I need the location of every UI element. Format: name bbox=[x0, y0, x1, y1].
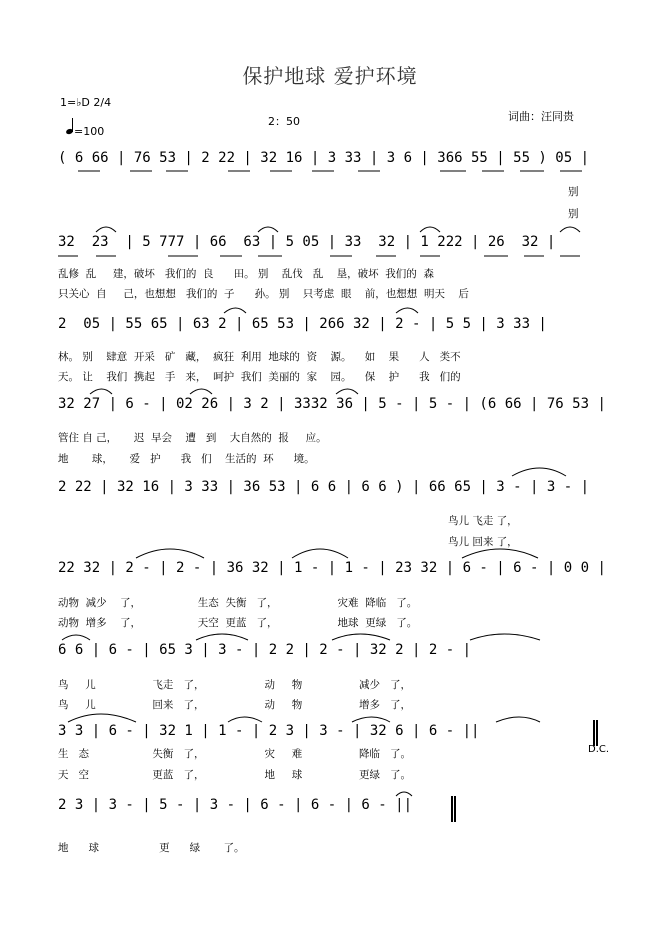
lyric-line-6b: 动物 增多 了， 天空 更蓝 了， 地球 更绿 了。 bbox=[58, 617, 418, 629]
notation-line-9: 2 3 | 3 - | 5 - | 3 - | 6 - | 6 - | 6 - || bbox=[58, 797, 413, 813]
lyric-line-4a: 管住 自 己， 迟 早会 遭 到 大自然的 报 应。 bbox=[58, 432, 327, 444]
page-title: 保护地球 爱护环境 bbox=[242, 64, 418, 88]
lyric-line-7a: 鸟 儿 飞走 了， 动 物 减少 了， bbox=[58, 679, 411, 691]
notation-line-4: 32 27 | 6 - | 02 26 | 3 2 | 3332 36 | 5 - | 5 - | (6 66 | 76 53 | bbox=[58, 396, 606, 412]
lyric-line-8b: 天 空 更蓝 了， 地 球 更绿 了。 bbox=[58, 769, 411, 781]
key-signature: 1=♭D 2/4 bbox=[60, 96, 112, 109]
lyric-line-9a: 地 球 更 绿 了。 bbox=[58, 842, 245, 854]
notation-line-7: 6 6 | 6 - | 65 3 | 3 - | 2 2 | 2 - | 32 2 | 2 - | bbox=[58, 642, 472, 658]
credit: 词曲：汪同贵 bbox=[508, 110, 574, 123]
lyric-line-3a: 林。 别 肆意 开采 矿 藏， 疯狂 利用 地球的 资 源。 如 果 人 类不 bbox=[58, 351, 461, 363]
notation-line-5: 2 22 | 32 16 | 3 33 | 36 53 | 6 6 | 6 6 ) | 66 65 | 3 - | 3 - | bbox=[58, 479, 590, 495]
notation-line-2: 32 23 | 5 777 | 66 63 | 5 05 | 33 32 | 1 222 | 26 32 | bbox=[58, 234, 556, 250]
lyric-line-5b: 鸟儿 回来 了， bbox=[448, 536, 518, 548]
lyric-line-2a: 乱修 乱 建，破坏 我们的 良 田。 别 乱伐 乱 垦，破坏 我们的 森 bbox=[58, 268, 434, 280]
notation-line-3: 2 05 | 55 65 | 63 2 | 65 53 | 266 32 | 2 - | 5 5 | 3 33 | bbox=[58, 316, 547, 332]
ratio-mark: 2：50 bbox=[268, 115, 300, 128]
side-lyric-2: 别 bbox=[568, 208, 579, 220]
notation-line-8: 3 3 | 6 - | 32 1 | 1 - | 2 3 | 3 - | 32 6 | 6 - || bbox=[58, 723, 480, 739]
notation-line-1: ( 6 66 | 76 53 | 2 22 | 32 16 | 3 33 | 3 6 | 366 55 | 55 ) 05 | bbox=[58, 150, 590, 166]
side-lyric-1: 别 bbox=[568, 186, 579, 198]
da-capo-mark: D.C. bbox=[588, 744, 610, 755]
lyric-line-4b: 地 球， 爱 护 我 们 生活的 环 境。 bbox=[58, 453, 315, 465]
lyric-line-6a: 动物 减少 了， 生态 失衡 了， 灾难 降临 了。 bbox=[58, 597, 418, 609]
tempo-value: =100 bbox=[74, 125, 105, 138]
lyric-line-3b: 天。 让 我们 携起 手 来， 呵护 我们 美丽的 家 园。 保 护 我 们的 bbox=[58, 371, 461, 383]
lyric-line-7b: 鸟 儿 回来 了， 动 物 增多 了， bbox=[58, 699, 411, 711]
lyric-line-8a: 生 态 失衡 了， 灾 难 降临 了。 bbox=[58, 748, 411, 760]
lyric-line-5a: 鸟儿 飞走 了， bbox=[448, 515, 518, 527]
notation-line-6: 22 32 | 2 - | 2 - | 36 32 | 1 - | 1 - | 23 32 | 6 - | 6 - | 0 0 | bbox=[58, 560, 606, 576]
lyric-line-2b: 只关心 自 己，也想想 我们的 子 孙。 别 只考虑 眼 前，也想想 明天 后 bbox=[58, 288, 469, 300]
